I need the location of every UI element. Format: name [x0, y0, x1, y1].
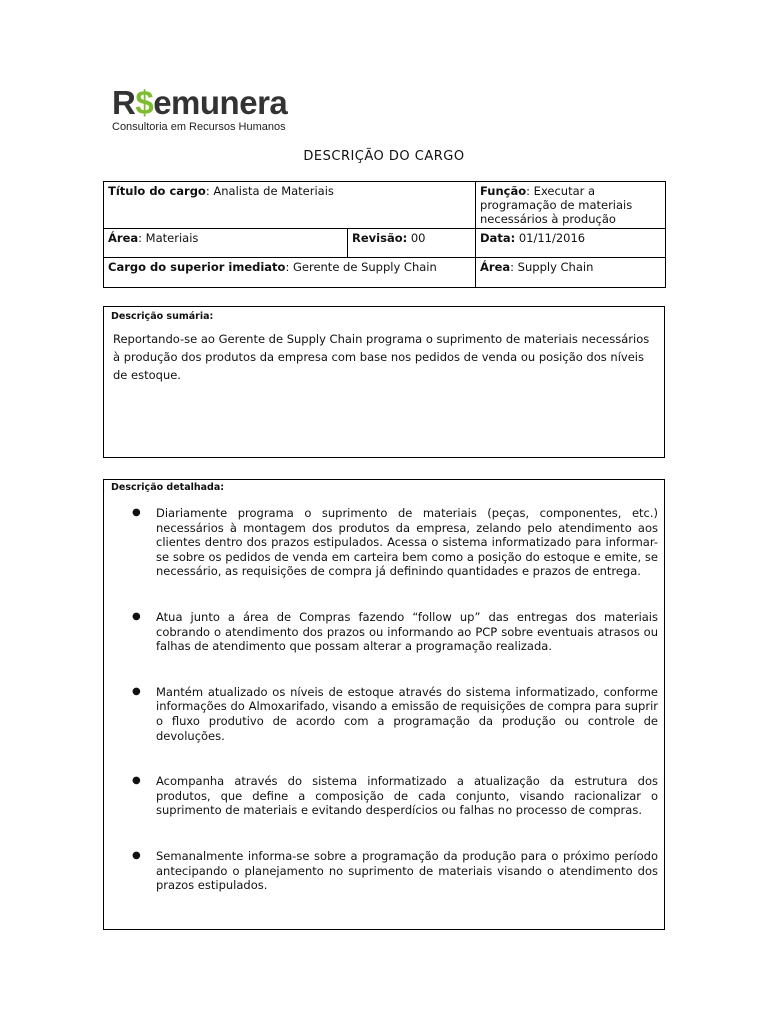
- bullet-icon: ●: [132, 610, 141, 622]
- job-title-value: : Analista de Materiais: [205, 184, 334, 198]
- job-title-label: Título do cargo: [108, 184, 206, 198]
- list-item: [104, 506, 664, 579]
- bullet-icon: ●: [132, 685, 141, 697]
- superior-cell: [104, 258, 476, 288]
- function-label: Função: [480, 184, 527, 198]
- list-item-text: Atua junto a área de Compras fazendo “follow up” das entregas dos materiais cobrando o atendimento dos prazos ou informando ao PCP sobre eventuais atrasos ou falhas de atendimento que possam alterar a programação realizada.: [156, 609, 658, 654]
- date-cell: [476, 229, 666, 258]
- revision-cell: [348, 229, 476, 258]
- job-header-table: [103, 181, 666, 288]
- job-title-cell: [104, 182, 476, 229]
- detailed-title: Descrição detalhada:: [111, 482, 225, 493]
- superior-label: Cargo do superior imediato: [108, 260, 286, 274]
- logo-wordmark: [112, 86, 292, 120]
- function-value: : Executar a programação de materiais necessários à produção: [480, 184, 633, 226]
- logo-dollar-sign: $: [135, 84, 154, 121]
- list-item: [104, 685, 664, 743]
- date-value: 01/11/2016: [515, 231, 586, 245]
- superior-value: : Gerente de Supply Chain: [285, 260, 437, 274]
- area-label: Área: [108, 231, 139, 245]
- list-item-text: Semanalmente informa-se sobre a programação da produção para o próximo período antecipando o planejamento no suprimento de materiais visando o atendimento dos prazos estipulados.: [156, 848, 658, 893]
- area2-cell: [476, 258, 666, 288]
- logo-rest: emunera: [153, 84, 288, 121]
- list-item: [104, 610, 664, 654]
- header-row-title: [104, 182, 666, 229]
- company-logo: [112, 86, 292, 136]
- logo-r: R: [112, 84, 136, 121]
- document-title: DESCRIÇÃO DO CARGO: [303, 149, 465, 164]
- header-row-superior: [104, 258, 666, 288]
- date-label: Data:: [480, 231, 516, 245]
- revision-value: 00: [407, 231, 426, 245]
- function-cell: [476, 182, 666, 229]
- revision-label: Revisão:: [352, 231, 408, 245]
- list-item-text: Mantém atualizado os níveis de estoque através do sistema informatizado, conforme informações do Almoxarifado, visando a emissão de requisições de compra para suprir o fluxo produtivo de acordo com a programação da produção ou controle de devoluções.: [156, 684, 658, 743]
- list-item-text: Diariamente programa o suprimento de materiais (peças, componentes, etc.) necessários à montagem dos produtos da empresa, zelando pelo atendimento aos clientes dentro dos prazos estipulados. Acessa o sistema informatizado para informar-se sobre os pedidos de venda em carteira bem como a posição do estoque e emite, se necessário, as requisições de compra já definindo quantidades e prazos de entrega.: [156, 506, 658, 579]
- area-cell: [104, 229, 348, 258]
- header-row-area: [104, 229, 666, 258]
- list-item: [104, 774, 664, 818]
- detailed-box: [103, 479, 665, 930]
- logo-subtitle: Consultoria em Recursos Humanos: [112, 121, 286, 133]
- summary-title: Descrição sumária:: [111, 311, 214, 322]
- list-item-text: Acompanha através do sistema informatizado a atualização da estrutura dos produtos, que define a composição de cada conjunto, visando racionalizar o suprimento de materiais e evitando desperdícios ou falhas no processo de compras.: [156, 774, 658, 818]
- detailed-list: [104, 506, 664, 893]
- area-value: : Materiais: [138, 231, 199, 245]
- area2-value: : Supply Chain: [510, 260, 594, 274]
- bullet-icon: ●: [132, 775, 141, 787]
- list-item: [104, 849, 664, 893]
- area2-label: Área: [480, 260, 511, 274]
- bullet-icon: ●: [132, 507, 141, 518]
- summary-text: Reportando-se ao Gerente de Supply Chain programa o suprimento de materiais necessários à produção dos produtos da empresa com base nos pedidos de venda ou posição dos níveis de estoque.: [113, 332, 650, 382]
- summary-box: [103, 306, 665, 458]
- bullet-icon: ●: [132, 849, 141, 861]
